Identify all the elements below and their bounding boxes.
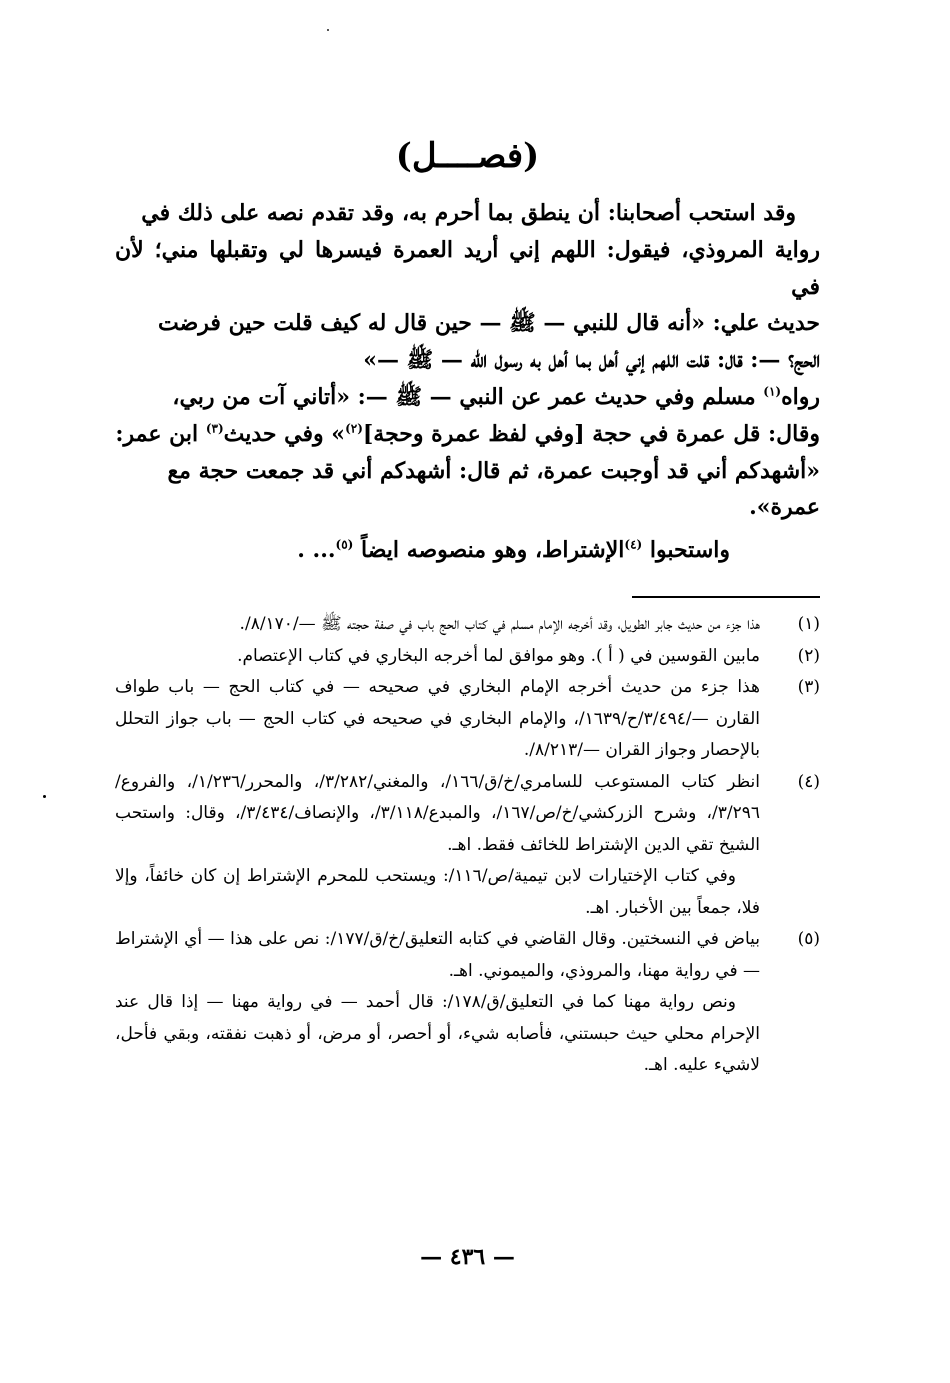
footnote-3 (115, 672, 820, 767)
footnote-number: (٣) (797, 677, 820, 697)
body-segment: واستحبوا (642, 537, 730, 563)
footnote-1 (115, 609, 820, 641)
footnote-5 (115, 924, 820, 987)
paragraph-2 (115, 532, 820, 568)
footnote-text: بياض في النسختين. وقال القاضي في كتابه التعليق/خ/ق/١٧٧/: نص على هذا — أي الإشتراط — في رواية مهنا، والمروذي، والميموني. اهـ. (115, 929, 760, 981)
footnote-ref-5[interactable]: (٥) (335, 537, 354, 552)
footnote-4 (115, 767, 820, 862)
footnote-number: (٢) (797, 645, 820, 666)
footnote-ref-3[interactable]: (٣) (205, 421, 224, 436)
footnote-text: انظر كتاب المستوعب للسامري/خ/ق/١٦٦/، والمغني/٣/٢٨٢/، والمحرر/١/٢٣٦/، والفروع/٣/٢٩٦/، وشرح الزركشي/خ/ص/١٦٧/، والمبدع/٣/١١٨/، والإنصاف/٣/٤٣٤/، وقال: واستحب الشيخ تقي الدين الإشتراط للخائف فقط. اهـ. (115, 771, 761, 855)
body-segment: ... . (297, 537, 336, 563)
body-line: حديث علي: «أنه قال للنبي — ﷺ — حين قال له كيف قلت حين فرضت (157, 310, 820, 337)
body-line: عمرة». (749, 494, 820, 521)
footnote-text: هذا جزء من حديث جابر الطويل، وقد أخرجه الإمام مسلم في كتاب الحج باب في صفة حجته ﷺ —/٨/١٧٠/. (239, 614, 760, 634)
body-segment: » وفي حديث (223, 420, 346, 447)
body-line: وقد استحب أصحابنا: أن ينطق بما أحرم به، وقد تقدم نصه على ذلك في (141, 200, 796, 226)
footnote-4-continuation: وفي كتاب الإختيارات لابن تيمية/ص/١١٦/: ويستحب للمحرم الإشتراط إن كان خائفاً، وإلا فلا، جمعاً بين الأخبار. اهـ. (115, 866, 760, 918)
body-line: الحج؟ —: قال: قلت اللهم إني أهل بما أهل به رسول الله — ﷺ —» (363, 347, 820, 374)
footnote-text: مابين القوسين في ( أ ). وهو موافق لما أخرجه البخاري في كتاب الإعتصام. (237, 645, 760, 666)
book-page (115, 0, 820, 1383)
footnote-ref-4[interactable]: (٤) (624, 537, 643, 552)
body-line (115, 379, 820, 416)
body-segment: وقال: قل عمرة في حجة [وفي لفظ عمرة وحجة] (362, 420, 820, 447)
body-segment: رواه (781, 383, 820, 410)
chapter-title: (فصــــل) (395, 136, 540, 176)
body-segment: مسلم وفي حديث عمر عن النبي — ﷺ —: «أتاني آت من ربي، (172, 383, 764, 410)
margin-dot (43, 795, 46, 798)
body-line (115, 416, 820, 453)
main-text (115, 195, 820, 526)
footnote-divider (632, 596, 820, 598)
footnote-text: هذا جزء من حديث أخرجه الإمام البخاري في صحيحه — في كتاب الحج — باب طواف القارن —/٣/٤٩٤/ح/١٦٣٩/، والإمام البخاري في صحيحه في كتاب الحج — باب جواز التحلل بالإحصار وجواز القران —/٨/٢١٣/. (115, 677, 760, 760)
footnote-number: (٥) (797, 929, 820, 949)
footnote-ref-2[interactable]: (٢) (345, 421, 363, 436)
footnote-2 (115, 641, 820, 673)
body-line: «أشهدكم أني قد أوجبت عمرة، ثم قال: أشهدكم أني قد جمعت حجة مع (167, 457, 820, 484)
page-number: — ٤٣٦ — (420, 1244, 515, 1270)
footnote-number: (٤) (797, 771, 820, 792)
body-segment: الإشتراط، وهو منصوصه ايضاً (353, 537, 625, 563)
footnote-number: (١) (797, 614, 820, 634)
body-line: رواية المروذي، فيقول: اللهم إني أريد العمرة فيسرها لي وتقبلها مني؛ لأن في (115, 236, 820, 300)
body-segment: ابن عمر: (115, 420, 206, 447)
footnote-5-continuation: ونص رواية مهنا كما في التعليق/ق/١٧٨/: قال أحمد — في رواية مهنا — إذا قال عند الإحرام محلي حيث حبستني، فأصابه شيء، أو أحصر، أو مرض، أو ذهبت نفقته، وبقي فأحل، لاشيء عليه. اهـ. (115, 992, 760, 1075)
footnotes-section (115, 609, 820, 1082)
footnote-ref-1[interactable]: (١) (763, 384, 782, 399)
